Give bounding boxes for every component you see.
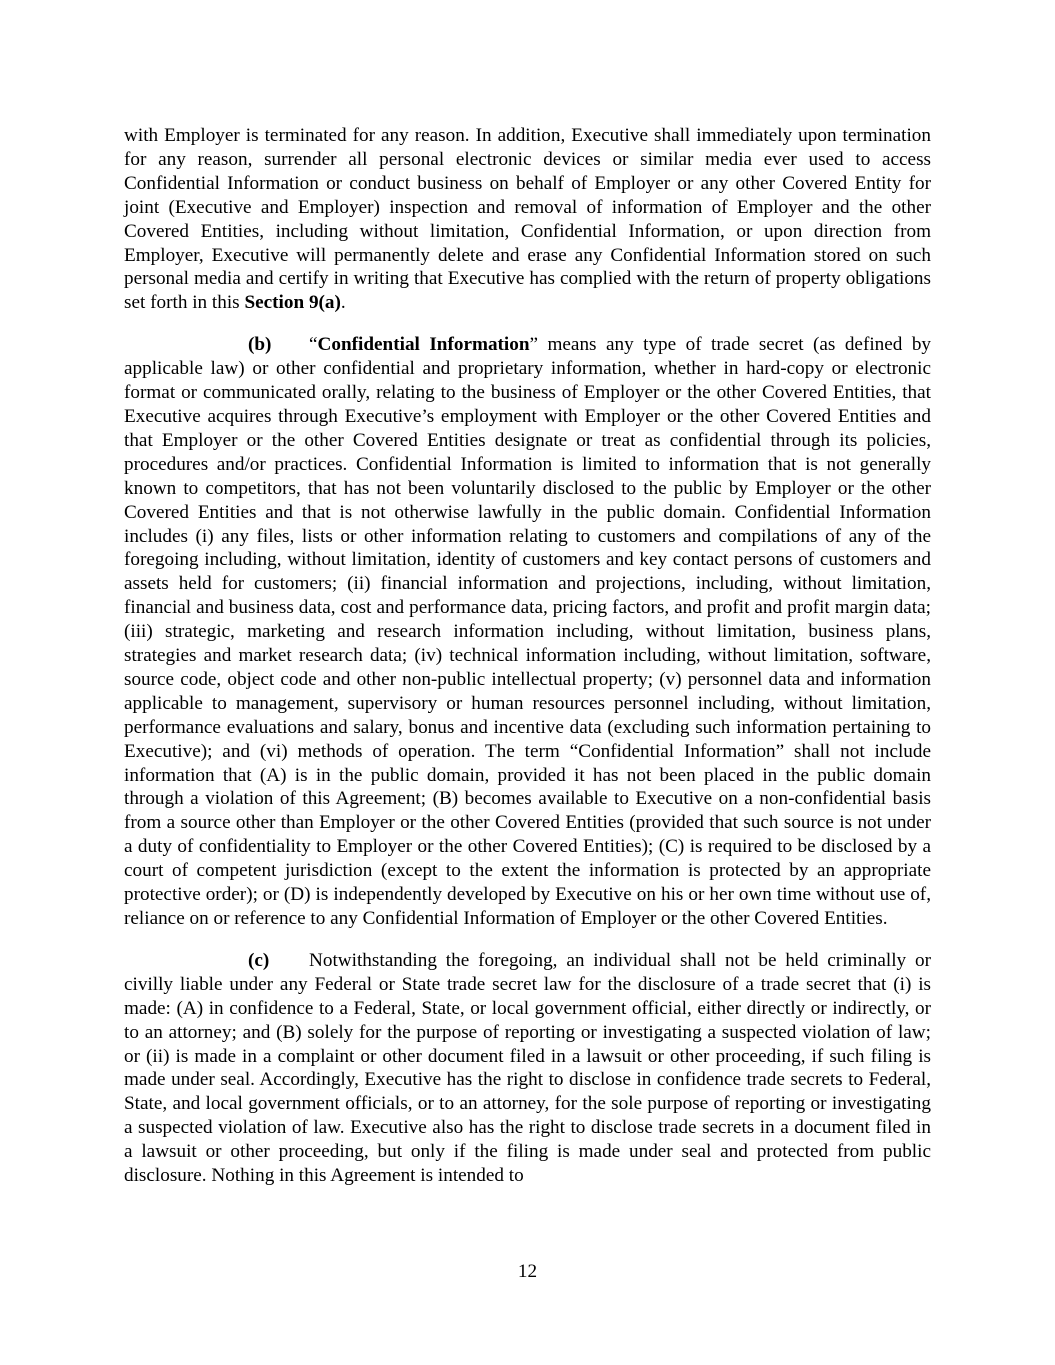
paragraph-a-end: . bbox=[340, 292, 346, 314]
paragraph-a-text: with Employer is terminated for any reason. In addition, Executive shall immediately upon termination for any reason, surrender all personal electronic devices or similar media ever used to access Confidential Information or conduct business on behalf of Employer or any other Covered Entity for joint (Executive and Employer) inspection and removal of information of Employer and the other Covered Entities, including without limitation, Confidential Information, or upon direction from Employer, Executive will permanently delete and erase any Confidential Information stored on such personal media and certify in writing that Executive has complied with the return of property obligations set forth in this bbox=[124, 125, 931, 314]
paragraph-c-text: Notwithstanding the foregoing, an individual shall not be held criminally or civilly liable under any Federal or State trade secret law for the disclosure of a trade secret that (i) is made: (A) in confidence to a Federal, State, or local government official, either directly or indirectly, or to an attorney; and (B) solely for the purpose of reporting or investigating a suspected violation of law; or (ii) is made in a complaint or other document filed in a lawsuit or other proceeding, if such filing is made under seal. Accordingly, Executive has the right to disclose in confidence trade secrets to Federal, State, and local government officials, or to an attorney, for the sole purpose of reporting or investigating a suspected violation of law. Executive also has the right to disclose trade secrets in a document filed in a lawsuit or other proceeding, but only if the filing is made under seal and protected from public disclosure. Nothing in this Agreement is intended to bbox=[124, 949, 931, 1187]
page-number: 12 bbox=[517, 1261, 538, 1282]
section-reference: Section 9(a) bbox=[244, 292, 341, 314]
document-body bbox=[124, 124, 931, 1206]
paragraph-a-continuation bbox=[124, 124, 931, 315]
defined-term-confidential-information: Confidential Information bbox=[317, 334, 530, 356]
paragraph-c bbox=[124, 949, 931, 1188]
paragraph-b-label: (b) bbox=[248, 334, 272, 356]
paragraph-c-label: (c) bbox=[248, 949, 270, 971]
paragraph-b-text: ” means any type of trade secret (as defined by applicable law) or other confidential and proprietary information, whether in hard-copy or electronic format or communicated orally, relating to the business of Employer or the other Covered Entities, that Executive acquires through Executive’s employment with Employer or the other Covered Entities and that Employer or the other Covered Entities designate or treat as confidential through its policies, procedures and/or practices. Confidential Information is limited to information that is not generally known to competitors, that has not been voluntarily disclosed to the public by Employer or the other Covered Entities and that is not otherwise lawfully in the public domain. Confidential Information includes (i) any files, lists or other information relating to customers and compilations of any of the foregoing including, without limitation, identity of customers and key contact persons of customers and assets held for customers; (ii) financial information and projections, including, without limitation, financial and business data, cost and performance data, pricing factors, and profit and profit margin data; (iii) strategic, marketing and research information including, without limitation, business plans, strategies and market research data; (iv) technical information including, without limitation, software, source code, object code and other non-public intellectual property; (v) personnel data and information applicable to management, supervisory or human resources personnel including, without limitation, performance evaluations and salary, bonus and incentive data (excluding such information pertaining to Executive); and (vi) methods of operation. The term “Confidential Information” shall not include information that (A) is in the public domain, provided it has not been placed in the public domain through a violation of this Agreement; (B) becomes available to Executive on a non-confidential basis from a source other than Employer or the other Covered Entities (provided that such source is not under a duty of confidentiality to Employer or the other Covered Entities); (C) is required to be disclosed by a court of competent jurisdiction (except to the extent the information is protected by an appropriate protective order); or (D) is independently developed by Executive on his or her own time without use of, reliance on or reference to any Confidential Information of Employer or the other Covered Entities. bbox=[124, 334, 932, 929]
paragraph-b-open-quote: “ bbox=[309, 334, 318, 356]
paragraph-b bbox=[124, 333, 931, 931]
